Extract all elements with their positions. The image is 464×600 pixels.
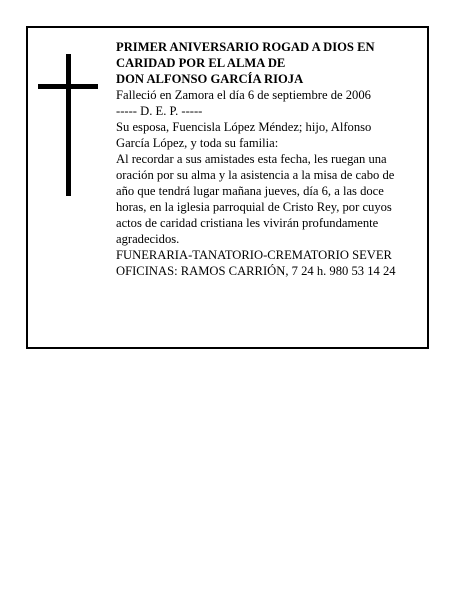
- obituary-notice: [26, 26, 429, 349]
- body-line-1: Al recordar a sus amistades esta fecha, les ruegan una: [116, 152, 387, 166]
- notice-text: [116, 39, 426, 279]
- body-line-6: agradecidos.: [116, 232, 180, 246]
- body-line-5: actos de caridad cristiana les vivirán profundamente: [116, 216, 379, 230]
- rip-line: ----- D. E. P. -----: [116, 104, 203, 118]
- cross-vertical-bar: [66, 54, 71, 196]
- death-line: Falleció en Zamora el día 6 de septiembre de 2006: [116, 88, 371, 102]
- heading-line-2: CARIDAD POR EL ALMA DE: [116, 56, 286, 70]
- cross-icon: [38, 54, 98, 196]
- family-line-2: García López, y toda su familia:: [116, 136, 279, 150]
- cross-horizontal-bar: [38, 84, 98, 89]
- heading-line-3: DON ALFONSO GARCÍA RIOJA: [116, 72, 304, 86]
- body-line-2: oración por su alma y la asistencia a la misa de cabo de: [116, 168, 395, 182]
- office-line: OFICINAS: RAMOS CARRIÓN, 7 24 h. 980 53 14 24: [116, 264, 396, 278]
- funeral-home-line: FUNERARIA-TANATORIO-CREMATORIO SEVER: [116, 248, 392, 262]
- heading-line-1: PRIMER ANIVERSARIO ROGAD A DIOS EN: [116, 40, 375, 54]
- family-line-1: Su esposa, Fuencisla López Méndez; hijo, Alfonso: [116, 120, 372, 134]
- body-line-4: horas, en la iglesia parroquial de Cristo Rey, por cuyos: [116, 200, 392, 214]
- body-line-3: año que tendrá lugar mañana jueves, día 6, a las doce: [116, 184, 384, 198]
